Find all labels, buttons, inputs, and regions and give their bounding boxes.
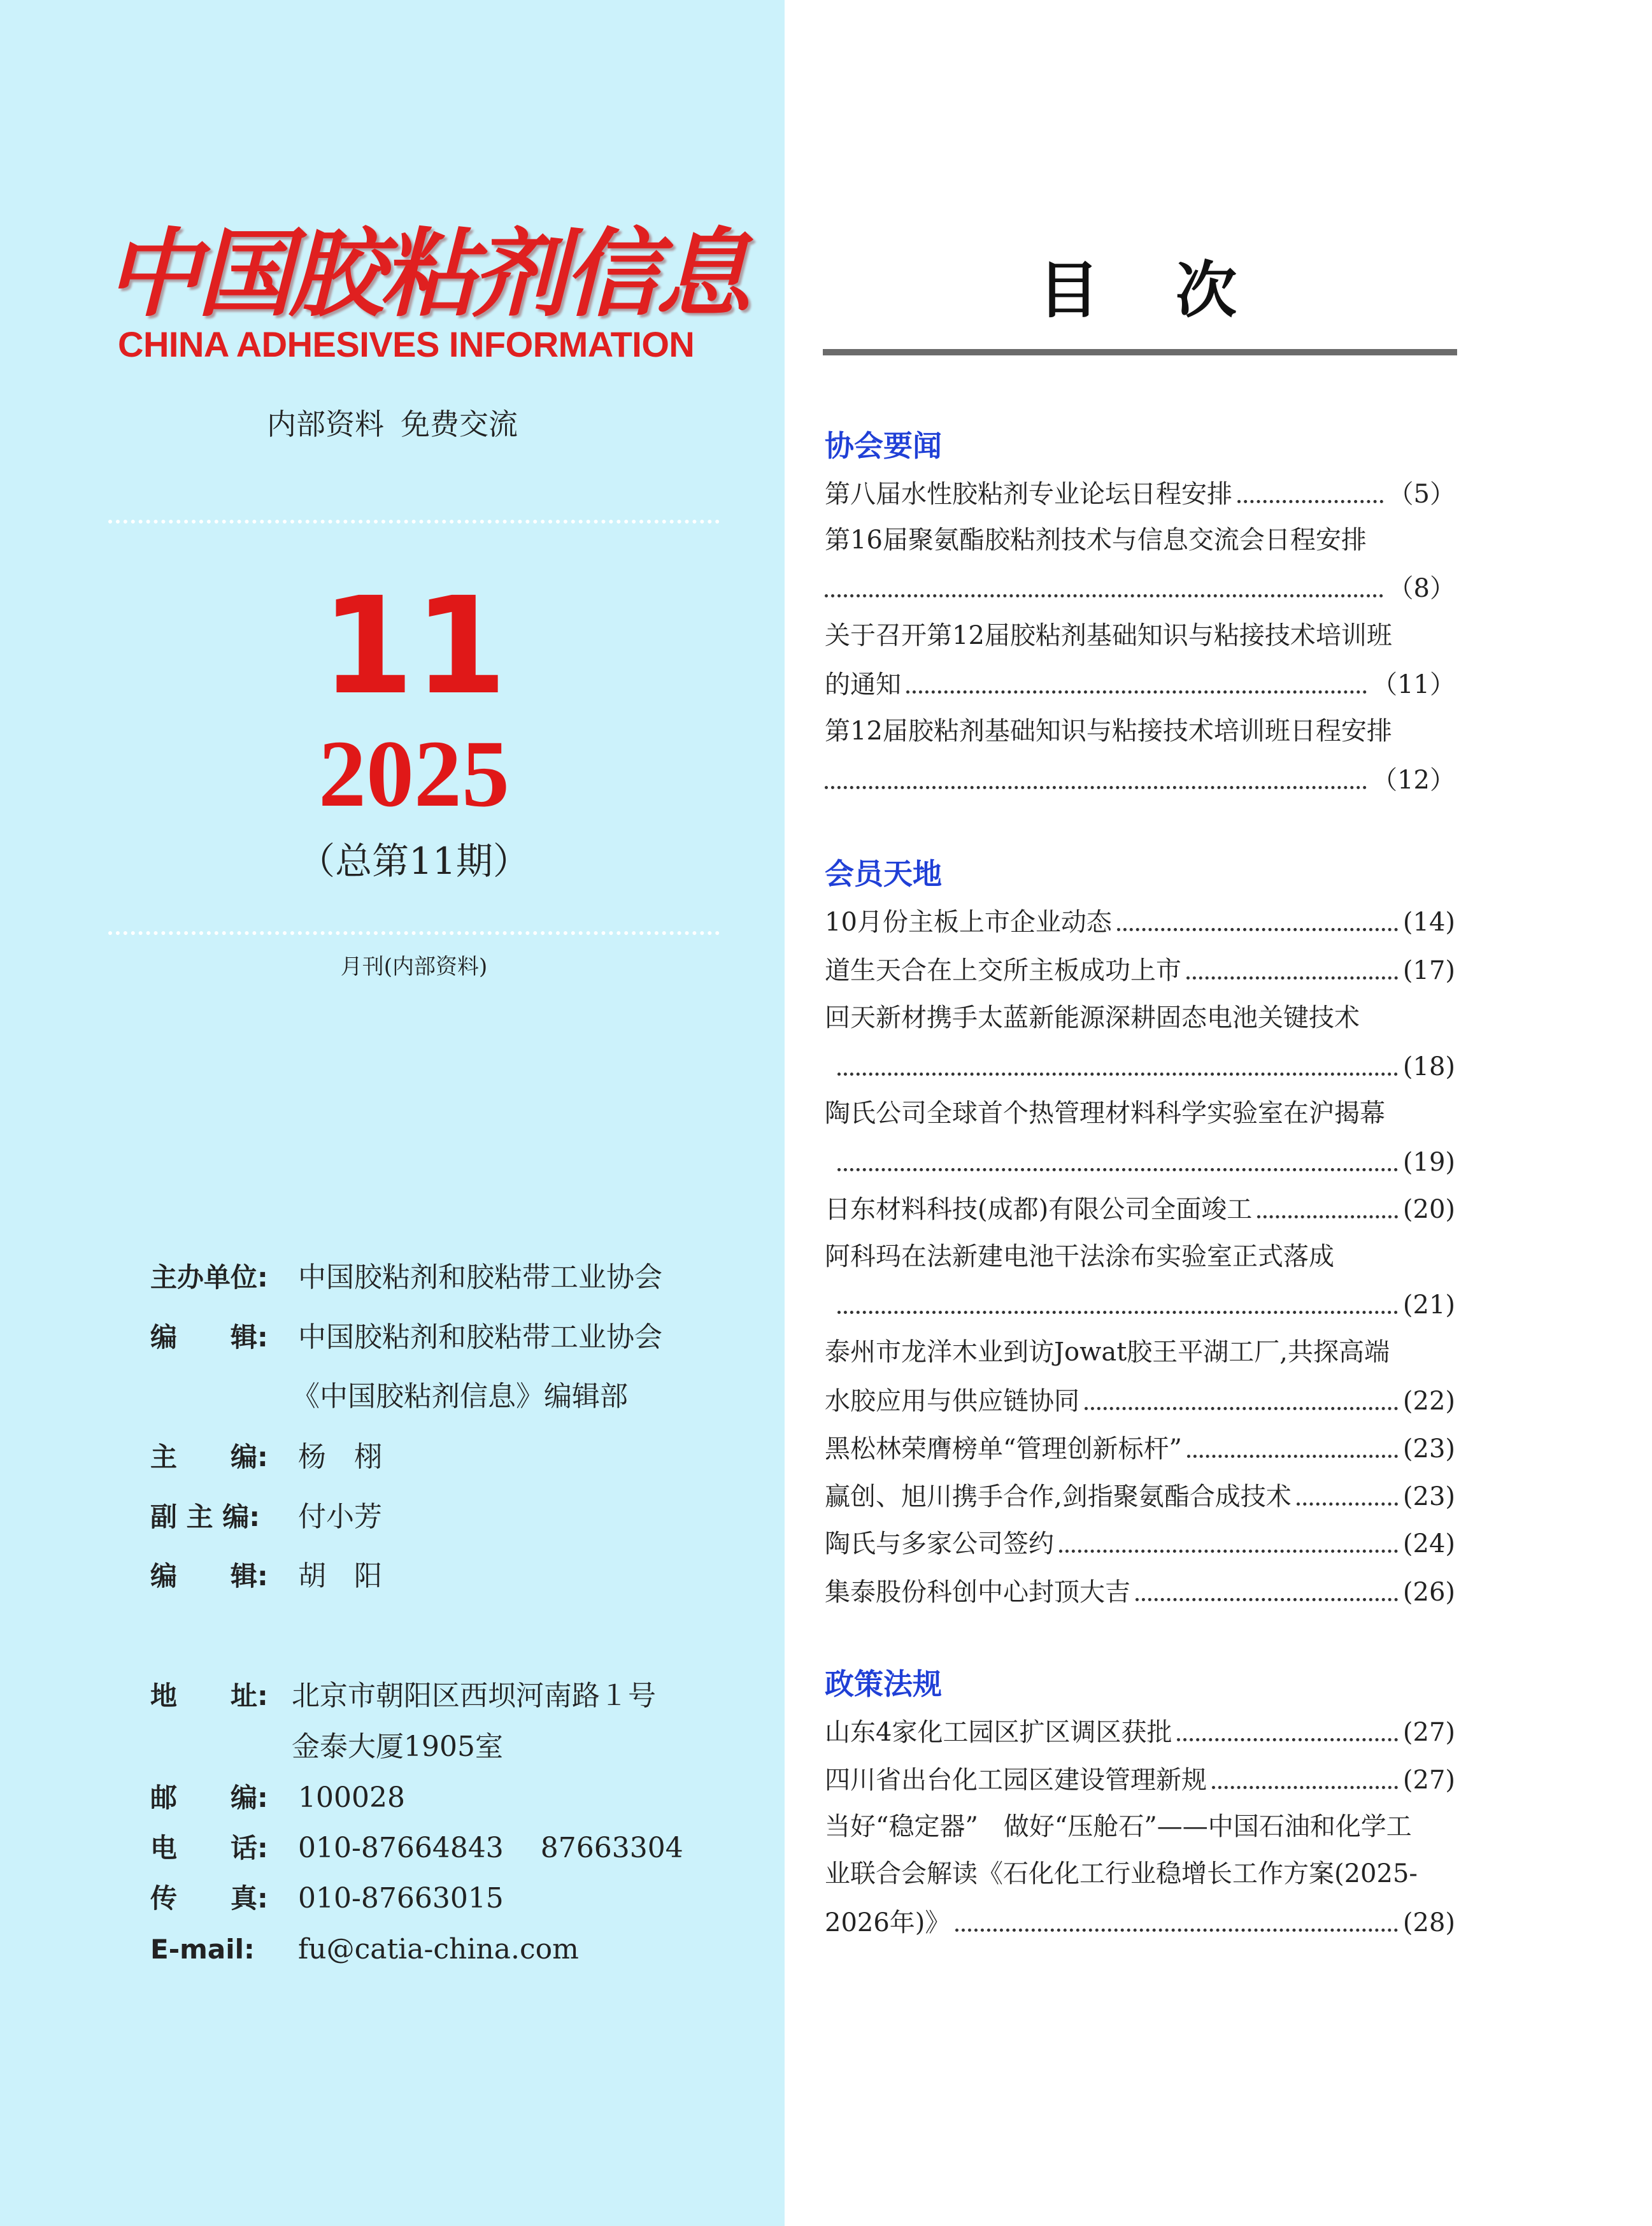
toc-entry[interactable] — [825, 1285, 1455, 1323]
toc-entry-title: 道生天合在上交所主板成功上市 — [825, 956, 1181, 985]
toc-leader-dots — [1187, 1455, 1398, 1458]
toc-entry-page: (20) — [1402, 1195, 1455, 1224]
contact-value: 北京市朝阳区西坝河南路１号 — [292, 1680, 656, 1712]
masthead-sub-right: 免费交流 — [401, 407, 518, 441]
toc-entry-page: (26) — [1402, 1578, 1455, 1607]
toc-entry-title[interactable]: 关于召开第12届胶粘剂基础知识与粘接技术培训班 — [825, 621, 1392, 650]
publisher-label: 编 辑: — [150, 1322, 268, 1353]
toc-entry-page: （11） — [1372, 670, 1455, 699]
toc-leader-dots — [825, 594, 1383, 597]
toc-entry[interactable] — [825, 1523, 1455, 1562]
toc-entry-page: （12） — [1372, 766, 1455, 795]
toc-entry[interactable] — [825, 1189, 1455, 1227]
toc-entry[interactable] — [825, 1902, 1455, 1941]
toc-leader-dots — [837, 1168, 1398, 1171]
publisher-value: 胡 阳 — [298, 1560, 382, 1592]
masthead-subtitle — [0, 401, 785, 443]
toc-entry-title[interactable]: 泰州市龙洋木业到访Jowat胶王平湖工厂,共探高端 — [825, 1338, 1390, 1367]
toc-entry[interactable] — [825, 1760, 1455, 1798]
toc-entry-title-cont: 水胶应用与供应链协同 — [825, 1387, 1079, 1416]
toc-leader-dots — [1117, 928, 1398, 931]
toc-entry-title: 集泰股份科创中心封顶大吉 — [825, 1578, 1130, 1607]
publisher-value: 杨 栩 — [298, 1441, 382, 1473]
toc-entry-title: 四川省出台化工园区建设管理新规 — [825, 1766, 1207, 1795]
toc-entry-page: (24) — [1402, 1529, 1455, 1559]
issue-total: （总第11期） — [298, 839, 530, 883]
toc-entry[interactable] — [825, 1142, 1455, 1180]
contact-label: E-mail: — [150, 1934, 255, 1965]
toc-entry-title-cont[interactable]: 业联合会解读《石化化工行业稳增长工作方案(2025- — [825, 1859, 1418, 1888]
toc-title: 目次 — [1038, 255, 1313, 326]
toc-leader-dots — [1136, 1598, 1398, 1601]
toc-entry-page: (23) — [1402, 1482, 1455, 1511]
publisher-value: 中国胶粘剂和胶粘带工业协会 — [298, 1261, 662, 1294]
toc-leader-dots — [906, 690, 1367, 694]
toc-entry-page: (17) — [1402, 956, 1455, 985]
toc-entry[interactable] — [825, 568, 1455, 606]
toc-entry[interactable] — [825, 1712, 1455, 1750]
toc-entry[interactable] — [825, 664, 1455, 703]
contact-value: 金泰大厦1905室 — [292, 1730, 503, 1763]
publisher-value: 付小芳 — [298, 1501, 382, 1533]
masthead-sub-left: 内部资料 — [267, 407, 384, 441]
toc-entry-page: （5） — [1388, 480, 1455, 509]
toc-entry-title[interactable]: 第12届胶粘剂基础知识与粘接技术培训班日程安排 — [825, 717, 1392, 746]
toc-leader-dots — [1177, 1738, 1397, 1741]
toc-leader-dots — [1085, 1407, 1398, 1410]
toc-entry-page: (27) — [1402, 1766, 1455, 1795]
toc-section-heading: 协会要闻 — [825, 429, 942, 463]
toc-entry[interactable] — [825, 902, 1455, 940]
toc-leader-dots — [825, 786, 1367, 789]
issue-number: 11 — [320, 568, 508, 724]
toc-entry-title[interactable]: 当好“稳定器” 做好“压舱石”——中国石油和化学工 — [825, 1812, 1412, 1841]
toc-entry-title-cont: 的通知 — [825, 670, 901, 699]
divider-dotted — [108, 931, 720, 935]
toc-entry-page: (22) — [1402, 1387, 1455, 1416]
toc-entry-title: 赢创、旭川携手合作,剑指聚氨酯合成技术 — [825, 1482, 1292, 1511]
toc-entry[interactable] — [825, 950, 1455, 988]
toc-entry-title: 第八届水性胶粘剂专业论坛日程安排 — [825, 480, 1232, 509]
toc-entry-title: 日东材料科技(成都)有限公司全面竣工 — [825, 1195, 1253, 1224]
toc-entry-title-cont: 2026年)》 — [825, 1908, 951, 1937]
toc-entry-title: 山东4家化工园区扩区调区获批 — [825, 1718, 1172, 1747]
masthead-chinese-title: 中国胶粘剂信息 — [105, 218, 748, 330]
toc-entry[interactable] — [825, 760, 1455, 798]
toc-entry-title[interactable]: 陶氏公司全球首个热管理材料科学实验室在沪揭幕 — [825, 1099, 1385, 1128]
issue-frequency: 月刊(内部资料) — [340, 954, 488, 980]
contact-label: 地 址: — [150, 1680, 268, 1711]
contact-label: 邮 编: — [150, 1782, 268, 1813]
toc-entry-title: 黑松林荣膺榜单“管理创新标杆” — [825, 1434, 1182, 1464]
divider-dotted — [108, 520, 720, 524]
toc-entry-page: (23) — [1402, 1434, 1455, 1464]
toc-leader-dots — [955, 1929, 1397, 1932]
toc-entry[interactable] — [825, 1476, 1455, 1515]
toc-leader-dots — [837, 1311, 1398, 1314]
toc-entry[interactable] — [825, 1572, 1455, 1610]
toc-leader-dots — [1059, 1550, 1398, 1553]
toc-entry-page: (27) — [1402, 1718, 1455, 1747]
toc-entry[interactable] — [825, 1046, 1455, 1085]
toc-leader-dots — [1186, 976, 1398, 980]
toc-leader-dots — [837, 1073, 1398, 1076]
toc-entry-page: (14) — [1402, 908, 1455, 937]
toc-entry-title: 10月份主板上市企业动态 — [825, 908, 1112, 937]
publisher-value: 中国胶粘剂和胶粘带工业协会 — [298, 1321, 662, 1353]
toc-leader-dots — [1212, 1786, 1398, 1789]
cover-left-panel — [0, 0, 785, 2226]
toc-entry-page: （8） — [1388, 574, 1455, 603]
toc-entry-page: (19) — [1402, 1148, 1455, 1177]
publisher-label: 主办单位: — [150, 1262, 268, 1293]
contact-label: 传 真: — [150, 1883, 268, 1914]
toc-entry[interactable] — [825, 1429, 1455, 1467]
contact-email[interactable]: fu@catia-china.com — [298, 1933, 579, 1966]
contact-value: 100028 — [298, 1781, 405, 1814]
toc-section-heading: 会员天地 — [825, 857, 942, 891]
contact-value: 010-87664843 87663304 — [298, 1832, 683, 1864]
toc-entry-title[interactable]: 第16届聚氨酯胶粘剂技术与信息交流会日程安排 — [825, 525, 1367, 555]
toc-leader-dots — [1297, 1502, 1398, 1506]
toc-entry-page: (21) — [1402, 1290, 1455, 1320]
toc-leader-dots — [1257, 1215, 1398, 1218]
toc-entry-page: (28) — [1402, 1908, 1455, 1937]
toc-entry[interactable] — [825, 474, 1455, 512]
contact-label: 电 话: — [150, 1832, 268, 1864]
masthead-english-title: CHINA ADHESIVES INFORMATION — [118, 324, 695, 364]
toc-entry-title[interactable]: 阿科玛在法新建电池干法涂布实验室正式落成 — [825, 1242, 1334, 1271]
publisher-label: 副 主 编: — [150, 1501, 260, 1532]
toc-leader-dots — [1237, 500, 1383, 503]
publisher-label: 主 编: — [150, 1441, 268, 1473]
toc-section-heading: 政策法规 — [825, 1667, 942, 1701]
publisher-label: 编 辑: — [150, 1560, 268, 1592]
toc-entry-title[interactable]: 回天新材携手太蓝新能源深耕固态电池关键技术 — [825, 1003, 1360, 1032]
toc-title-rule — [823, 349, 1457, 355]
contact-value: 010-87663015 — [298, 1882, 504, 1915]
toc-entry[interactable] — [825, 1381, 1455, 1419]
issue-year: 2025 — [318, 721, 509, 827]
toc-entry-page: (18) — [1402, 1052, 1455, 1081]
toc-entry-title: 陶氏与多家公司签约 — [825, 1529, 1054, 1559]
publisher-value: 《中国胶粘剂信息》编辑部 — [292, 1380, 628, 1413]
